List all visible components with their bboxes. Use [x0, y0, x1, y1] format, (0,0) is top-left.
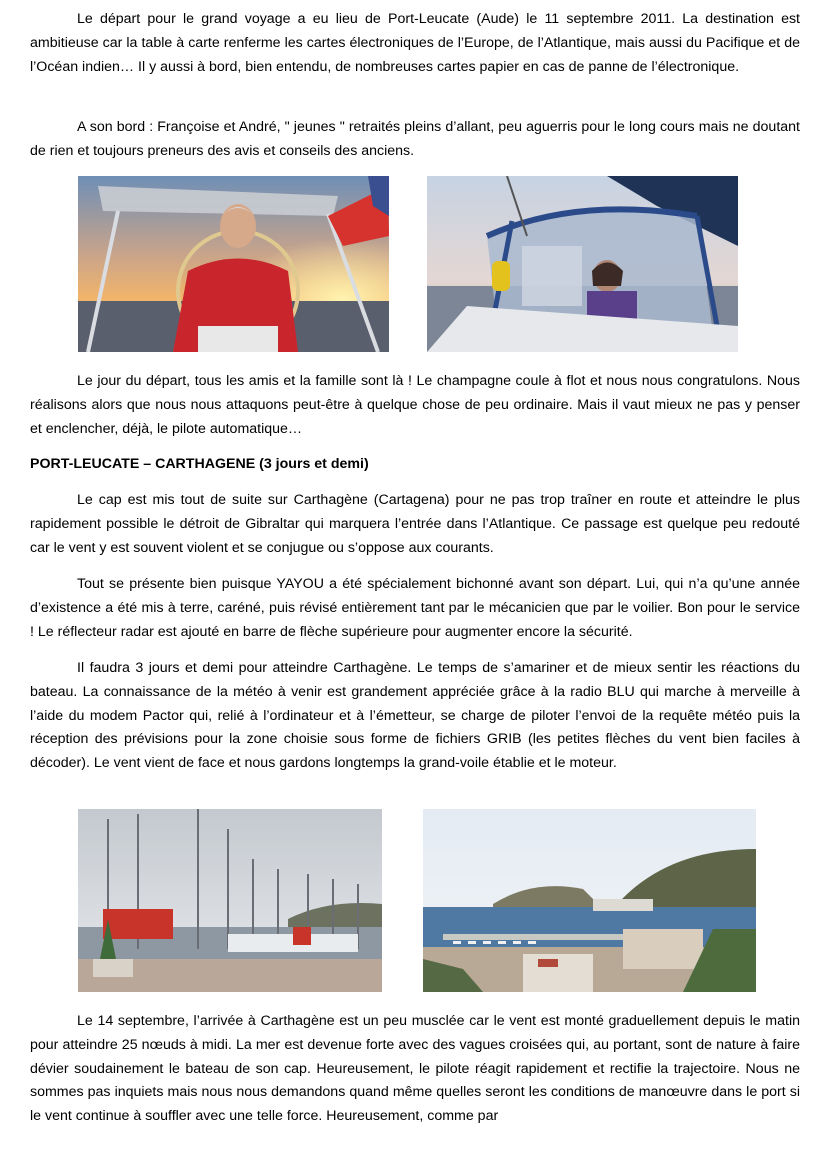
photo-marina-masts [78, 809, 382, 992]
section-heading: PORT-LEUCATE – CARTHAGENE (3 jours et demi) [30, 456, 369, 472]
photo-cockpit-sprayhood [427, 176, 738, 352]
photo-helmsman-sunset [78, 176, 389, 352]
paragraph-weather: Il faudra 3 jours et demi pour atteindre Carthagène. Le temps de s’amariner et de mieux sentir les réactions du bateau. La connaissance de la météo à venir est grandement appréciée grâce à la radio BLU qui marche à merveille à l’aide du modem Pactor qui, relié à l’ordinateur et à l’émetteur, se charge de piloter l’envoi de la requête météo puis la réception des prévisions pour la zone choisie sous forme de fichiers GRIB (les petites flèches du vent bien faciles à décoder). Le vent vient de face et nous gardons longtemps la grand-voile établie et le moteur. [30, 660, 800, 772]
photo-cartagena-harbour [423, 809, 756, 992]
paragraph-arrival-cartagena: Le 14 septembre, l’arrivée à Carthagène est un peu musclée car le vent est monté graduellement depuis le matin pour atteindre 25 nœuds à midi. La mer est devenue forte avec des vagues croisées qui, au portant, sont de nature à faire dévier soudainement le bateau de son cap. Heureusement, le pilote réagit rapidement et rectifie la trajectoire. Nous ne sommes pas inquiets mais nous nous demandons quand même quelles seront les conditions de manœuvre dans le port si le vent continue à souffler avec une telle force. Heureusement, comme par [30, 1013, 800, 1125]
paragraph-yayou-preparation: Tout se présente bien puisque YAYOU a été spécialement bichonné avant son départ. Lui, qui n’a qu’une année d’existence a été mis à terre, caréné, puis révisé entièrement tant par le mécanicien que par le voilier. Bon pour le service ! Le réflecteur radar est ajouté en barre de flèche supérieure pour augmenter encore la sécurité. [30, 576, 800, 640]
paragraph-departure-day: Le jour du départ, tous les amis et la famille sont là ! Le champagne coule à flot et nous nous congratulons. Nous réalisons alors que nous nous attaquons peut-être à quelque chose de peu ordinaire. Mais il vaut mieux ne pas y penser et enclencher, déjà, le pilote automatique… [30, 373, 800, 437]
paragraph-heading-cartagena: Le cap est mis tout de suite sur Carthagène (Cartagena) pour ne pas trop traîner en route et atteindre le plus rapidement possible le détroit de Gibraltar qui marquera l’entrée dans l’Atlantique. Ce passage est quelque peu redouté car le vent y est souvent violent et se conjugue ou s’oppose aux courants. [30, 492, 800, 556]
paragraph-departure: Le départ pour le grand voyage a eu lieu de Port-Leucate (Aude) le 11 septembre 2011. La destination est ambitieuse car la table à carte renferme les cartes électroniques de l’Europe, de l’Atlantique, mais aussi du Pacifique et de l’Océan indien… Il y aussi à bord, bien entendu, de nombreuses cartes papier en cas de panne de l’électronique. [30, 11, 800, 75]
paragraph-crew: A son bord : Françoise et André, " jeunes " retraités pleins d’allant, peu aguerris pour le long cours mais ne doutant de rien et toujours preneurs des avis et conseils des anciens. [30, 119, 800, 159]
